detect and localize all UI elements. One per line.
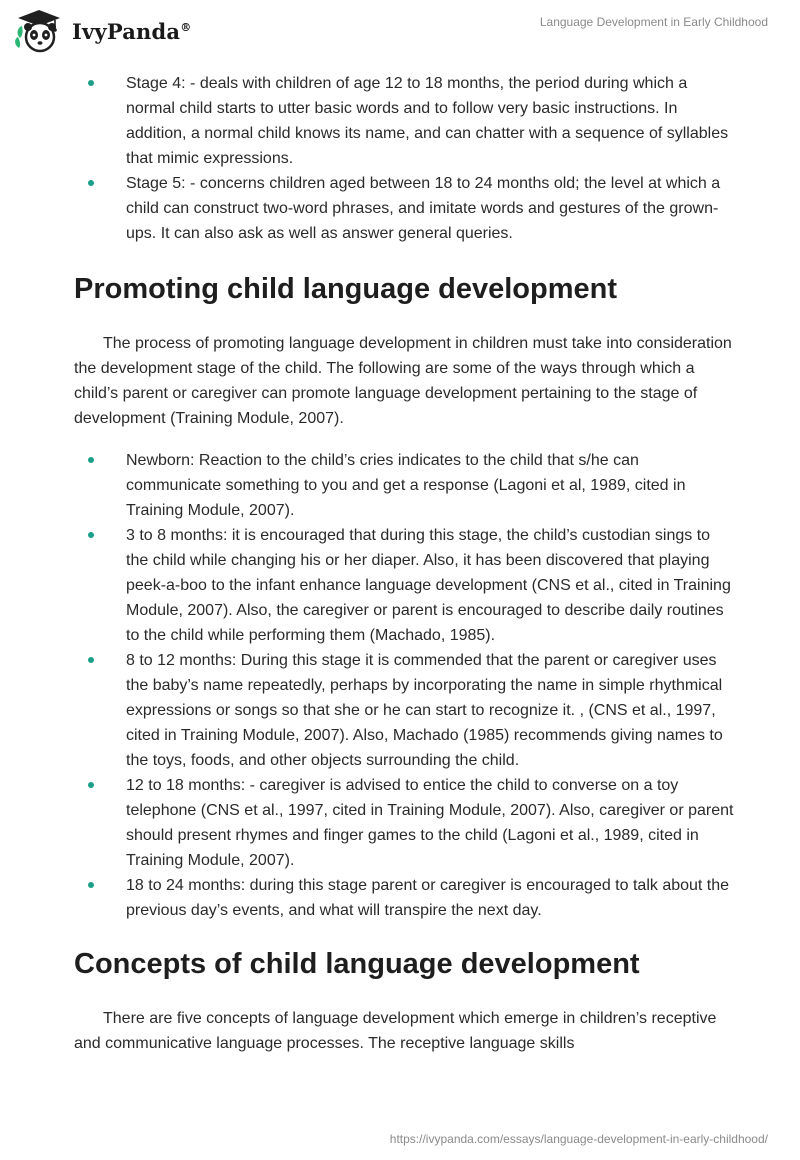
list-item xyxy=(74,171,734,246)
article-body xyxy=(74,71,734,1056)
list-item xyxy=(74,773,734,873)
promoting-list xyxy=(74,448,734,923)
section-heading-concepts: Concepts of child language development xyxy=(74,948,640,980)
footer-url[interactable]: https://ivypanda.com/essays/language-development-in-early-childhood/ xyxy=(389,1132,768,1146)
bullet-icon xyxy=(88,657,94,663)
brand-logo[interactable] xyxy=(14,8,191,54)
paragraph-promoting-intro: The process of promoting language development in children must take into consideration the development stage of the child. The following are some of the ways through which a child’s parent or caregiver can promote language development pertaining to the stage of development (Training Module, 2007). xyxy=(74,335,732,427)
list-item xyxy=(74,648,734,773)
list-item xyxy=(74,523,734,648)
section-heading-promoting: Promoting child language development xyxy=(74,273,617,305)
paragraph-concepts-intro: There are five concepts of language development which emerge in children’s receptive and communicative language processes. The receptive language skills xyxy=(74,1010,717,1052)
bullet-icon xyxy=(88,180,94,186)
bullet-icon xyxy=(88,532,94,538)
bullet-icon xyxy=(88,457,94,463)
list-item-text: Newborn: Reaction to the child’s cries indicates to the child that s/he can communicate something to you and get a response (Lagoni et al, 1989, cited in Training Module, 2007). xyxy=(126,452,686,519)
running-title: Language Development in Early Childhood xyxy=(539,15,768,29)
stages-list xyxy=(74,71,734,246)
list-item-text: 8 to 12 months: During this stage it is commended that the parent or caregiver uses the baby’s name repeatedly, perhaps by incorporating the name in simple rhythmical expressions or songs so that she or he can start to recognize it. , (CNS et al., 1997, cited in Training Module, 2007). Also, Machado (1985) recommends giving names to the toys, foods, and other objects surrounding the child. xyxy=(126,652,723,769)
panda-graduate-icon xyxy=(14,8,64,54)
list-item xyxy=(74,448,734,523)
page-header xyxy=(0,0,800,60)
bullet-icon xyxy=(88,882,94,888)
list-item-text: 12 to 18 months: - caregiver is advised to entice the child to converse on a toy telephone (CNS et al., 1997, cited in Training Module, 2007). Also, caregiver or parent should present rhymes and finger games to the child (Lagoni et al., 1989, cited in Training Module, 2007). xyxy=(126,777,734,869)
list-item-text: Stage 5: - concerns children aged between 18 to 24 months old; the level at which a child can construct two-word phrases, and imitate words and gestures of the grown-ups. It can also ask as well as answer general queries. xyxy=(126,175,721,242)
list-item-text: 3 to 8 months: it is encouraged that during this stage, the child’s custodian sings to the child while changing his or her diaper. Also, it has been discovered that playing peek-a-boo to the infant enhance language development (CNS et al., cited in Training Module, 2007). Also, the caregiver or parent is encouraged to describe daily routines to the child while performing them (Machado, 1985). xyxy=(126,527,731,644)
list-item xyxy=(74,71,734,171)
bullet-icon xyxy=(88,80,94,86)
list-item-text: 18 to 24 months: during this stage parent or caregiver is encouraged to talk about the previous day’s events, and what will transpire the next day. xyxy=(126,877,730,919)
list-item-text: Stage 4: - deals with children of age 12 to 18 months, the period during which a normal child starts to utter basic words and to follow very basic instructions. In addition, a normal child knows its name, and can chatter with a sequence of syllables that mimic expressions. xyxy=(126,75,729,167)
list-item xyxy=(74,873,734,923)
bullet-icon xyxy=(88,782,94,788)
registered-mark: ® xyxy=(180,20,192,34)
brand-name: IvyPanda® xyxy=(72,18,192,44)
